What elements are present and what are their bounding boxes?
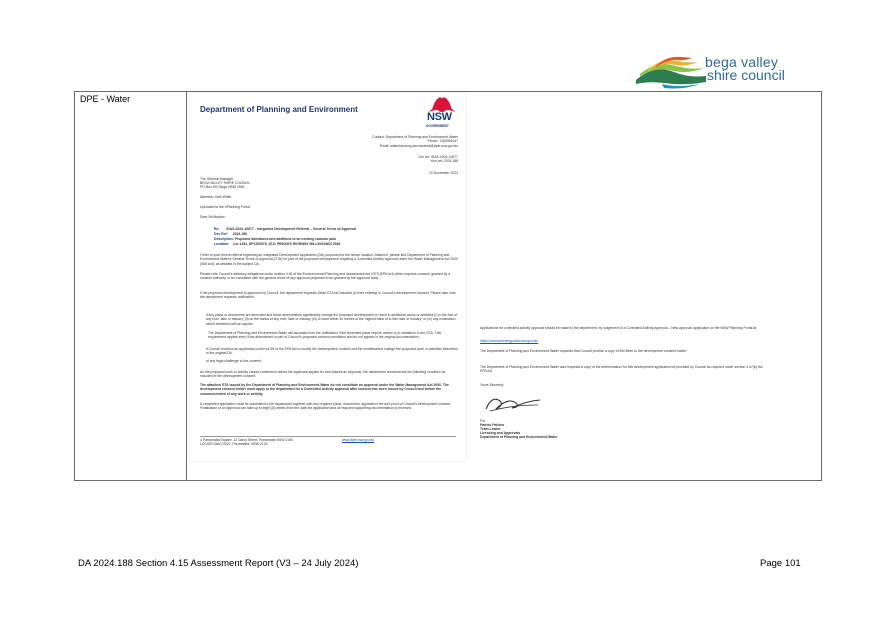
contact-line: Contact: Department of Planning and Environment-Water — [372, 135, 458, 139]
address-line2: BEGA VALLEY SHIRE COUNCIL — [200, 181, 251, 185]
signatory-role-2: Licensing and Approvals — [480, 431, 521, 435]
description-key: Description: — [214, 237, 234, 241]
paragraph-2: Please note Council's statutory obligations under section 4.46 of the Environmental Planning and Assessment Act 1979 (EPA Act) which requires consent, granted by a consent authority, to be consistent with the general terms of any approval proposed to be granted by the approval body. — [200, 272, 451, 281]
logo-text-line1: bega valley — [705, 54, 779, 70]
address-line1: The General Manager — [200, 177, 234, 181]
attention-line: Attention: Kelli White — [200, 195, 232, 199]
logo-hills-icon — [634, 50, 708, 90]
paragraph-4: As the proposed work or activity cannot commence before the applicant applies for and obtains an approval, the department recommends the following condition be included in the development consent: — [200, 370, 446, 379]
page-number: Page 101 — [760, 558, 801, 569]
footer-rule — [200, 436, 456, 437]
dev-ref-value: 2024.188 — [232, 232, 247, 236]
page2-paragraph-1: Applications for controlled activity approval should be made to the department, by lodgement of a Controlled Activity Approval – New approval application on the NSW Planning Portal at: — [480, 326, 758, 330]
your-ref: Your ref: 2024.188 — [430, 159, 458, 163]
sign-for: For — [480, 419, 486, 423]
location-value: Lot 1453, DP1152678, 3211 PRINCES HIGHWAY MILLINGANDI 2549 — [233, 242, 341, 246]
department-title: Department of Planning and Environment — [200, 105, 358, 114]
dev-ref-line — [214, 232, 454, 236]
salutation: Dear Sir/Madam — [200, 215, 225, 219]
row-label: DPE - Water — [80, 94, 131, 104]
letter-page-2 — [468, 93, 772, 461]
letter-date: 20 November 2024 — [429, 171, 458, 175]
description-line — [214, 237, 454, 241]
logo-text-line2: shire council — [707, 67, 785, 83]
paragraph-1: I refer to your recent referral regarding an integrated Development Application (DA) proposed for the above location. Attached, please find Department of Planning and Environment-Water's General Terms of Approval (GTA) for part of the proposed development requiring a Controlled Activity approval under the Water Management Act 2000 (WM Act), as detailed in the subject DA. — [200, 253, 458, 266]
re-line — [214, 227, 454, 231]
paragraph-3: If the proposed development is approved by Council, the department requests these GTA be included (in their entirety) in Council's development consent. Please also note the department requests notification: — [200, 291, 456, 300]
re-key: Re: — [214, 227, 220, 231]
page2-paragraph-3: The Department of Planning and Environment-Water also requests a copy of the determination for this development application be provided by Council as required under section 4.47(6) the EPA Act. — [480, 365, 763, 374]
location-key: Location: — [214, 242, 230, 246]
signatory-name: Patrick Pahlow — [480, 423, 505, 427]
footer-address-2: LOCKED BAG 5022, Parramatta, NSW 2124 — [200, 442, 268, 446]
email-line: Email: waterlicensing.servicedesk@dpie.nsw.gov.au — [379, 144, 458, 148]
location-line — [214, 242, 454, 246]
signatory-role-1: Team Leader — [480, 427, 501, 431]
letter-page-1 — [190, 93, 466, 461]
signatory-role-3: Department of Planning and Environment-Water — [480, 435, 558, 439]
signature-image — [482, 391, 546, 415]
sign-off: Yours Sincerely — [480, 383, 504, 387]
bullet-1: if any plans or documents are amended and these amendments significantly change the proposed development or result in additional works or activities (i) in the bed of any river, lake or estuary; (ii) on the banks of any river, lake or estuary, (iii) on land within 40 metres of the highest bank of a river lake or estuary; or (iv) any excavation which interferes with an aquifer. — [206, 313, 458, 326]
address-line3: PO Box 492 Bega NSW 2550 — [200, 185, 245, 189]
nsw-government: GOVERNMENT — [426, 124, 449, 128]
bega-valley-logo — [634, 50, 794, 90]
nsw-wordmark: NSW — [427, 111, 452, 123]
re-value: IDAS-2024-10677 - Integrated Development Referral – General Terms of Approval — [226, 227, 357, 231]
description-value: Proposed alterations and additions to an existing caravan park — [234, 237, 337, 241]
planning-portal-link[interactable]: https://www.planningportal.nsw.gov.au/ — [480, 339, 539, 343]
our-ref: Our ref: IDAS-2024-10677 — [418, 155, 458, 159]
footer-website-link[interactable]: www.dpie.nsw.gov.au — [342, 438, 375, 442]
paragraph-5: The attached GTA issued by the Department of Planning and Environment-Water do not constitute an approval under the Water Management Act 2000. The development consent holder must apply to the department for a Controlled Activity approval after consent has been issued by Council and before the commencement of any work or activity. — [200, 383, 449, 396]
uploaded-line: Uploaded to the ePlanning Portal — [200, 205, 250, 209]
phone-line: Phone: 1300081047 — [427, 139, 458, 143]
footer-address-1: 4 Parramatta Square, 12 Darcy Street, Parramatta NSW 2150 — [200, 438, 293, 442]
page2-paragraph-2: The Department of Planning and Environment-Water requests that Council provide a copy of this letter to the development consent holder. — [480, 349, 688, 353]
bullet-1-note: The Department of Planning and Environment-Water will ascertain from the notification if the amended plans require review of or variations to the GTA. This requirement applies even if the amendment is part of Council's proposed consent conditions and do not appear in the original documentation. — [208, 331, 442, 340]
report-footer: DA 2024.188 Section 4.15 Assessment Report (V3 – 24 July 2024) — [78, 558, 359, 569]
paragraph-6: A completed application must be submitted to the department together with any required plans, documents, application fee and proof of Council's development consent. Finalisation of an approval can take up to eight (8) weeks from the date the application and all required supporting documentation is received. — [200, 402, 452, 411]
dev-ref-key: Dev Ref: — [214, 232, 228, 236]
bullet-3: of any legal challenge to the consent. — [206, 359, 262, 363]
column-divider — [186, 92, 187, 480]
bullet-2: if Council receives an application under s4.55 of the EPA Act to modify the development consent and the modifications change the proposed work or activities described in the original DA. — [206, 347, 458, 356]
